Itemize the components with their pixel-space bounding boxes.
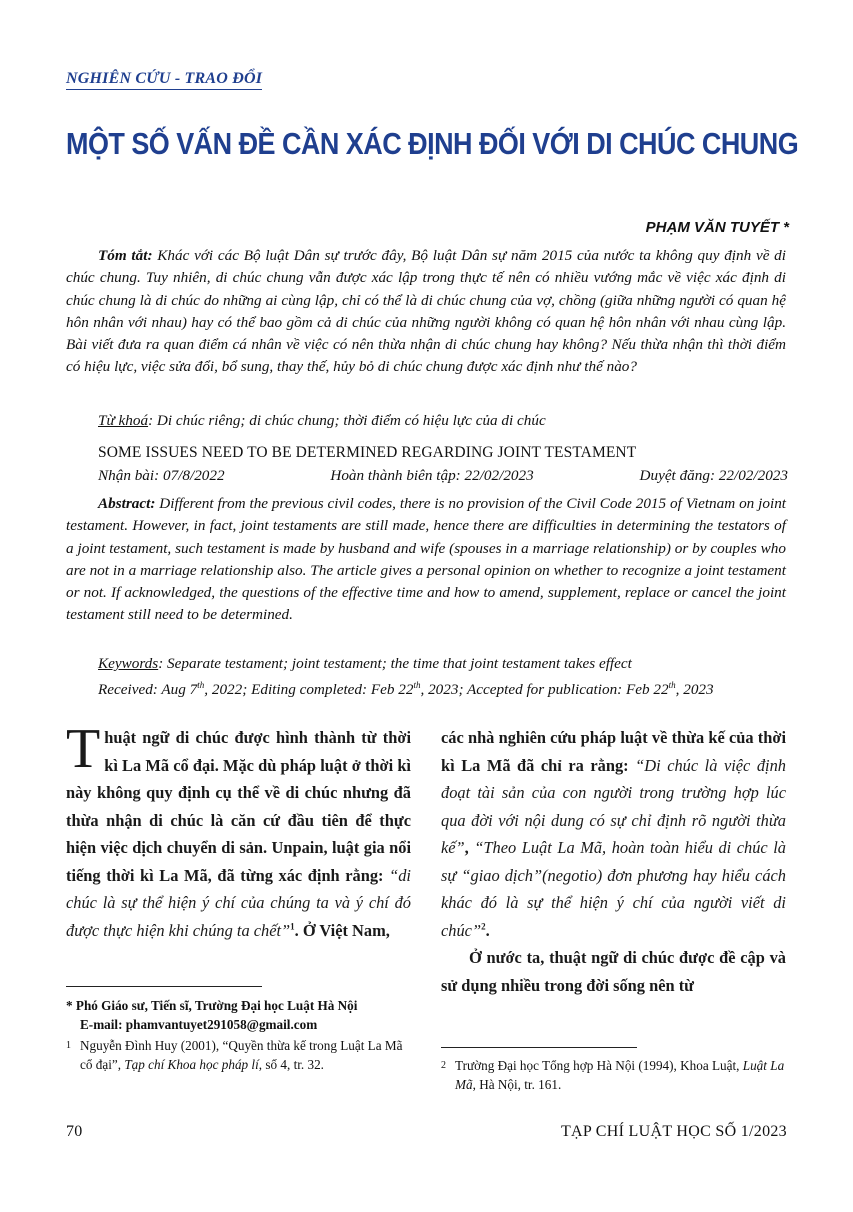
abstract-label-en: Abstract: [98,495,156,512]
sup-th: th [413,679,421,690]
footnote-1 [66,1036,411,1074]
accepted-en: , 2023; Accepted for publication: Feb 22 [420,681,669,698]
footnote-journal: Tạp chí Khoa học pháp lí [124,1057,259,1072]
footnote-divider-left [66,986,262,987]
body-text: huật ngữ di chúc được hình thành từ thời kì La Mã cổ đại. Mặc dù pháp luật ở thời kì này không quy định cụ thể về di chúc nhưng đã thừa nhận di chúc là căn cứ đầu tiên để thực hiện việc dịch chuyển di sản. Unpain, luật gia nổi tiếng thời kì La Mã, đã từng xác định rằng: [66,728,411,885]
edited-en: , 2022; Editing completed: Feb 22 [204,681,414,698]
keywords-text-en: : Separate testament; joint testament; the time that joint testament takes effect [158,655,632,672]
body-paragraph: Ở nước ta, thuật ngữ di chúc được đề cập và sử dụng nhiều trong đời sống nên từ [441,948,786,995]
english-title: SOME ISSUES NEED TO BE DETERMINED REGARDING JOINT TESTAMENT [98,444,637,461]
keywords-en [98,655,632,673]
footnote-citation: Trường Đại học Tổng hợp Hà Nội (1994), Khoa Luật, [455,1058,743,1073]
footnote-citation: , số 4, tr. 32. [258,1057,324,1072]
sup-th: th [668,679,676,690]
footnote-book: Luật La Mã [455,1058,785,1092]
page-number: 70 [66,1123,83,1140]
body-text: . Ở Việt Nam, [294,920,390,940]
body-left-column [66,718,411,944]
abstract-text-vi: Khác với các Bộ luật Dân sự trước đây, Bộ luật Dân sự năm 2015 của nước ta không quy định về di chúc chung. Tuy nhiên, di chúc chung vẫn được xác lập trong thực tế nên có nhiều vướng mắc về việc xác định di chúc chung là di chúc do những ai cùng lập, chỉ có thể là di chúc chung của vợ, chồng (giữa những người có quan hệ hôn nhân với nhau) hay có thể bao gồm cả di chúc của những người không có quan hệ hôn nhân với nhau cùng lập. Bài viết đưa ra quan điểm cá nhân về việc có nên thừa nhận di chúc chung hay không? Nếu thừa nhận thì thời điểm có hiệu lực, việc sửa đổi, bổ sung, thay thế, hủy bỏ di chúc chung được xác định như thế nào? [66,247,786,376]
year-en: , 2023 [675,681,714,698]
sup-th: th [197,679,205,690]
body-paragraph [441,724,786,944]
author-email: E-mail: phamvantuyet291058@gmail.com [80,1017,318,1032]
footnote-number: 2 [441,1060,446,1071]
body-quote: “Di chúc là việc định đoạt tài sản của con người trong trường hợp lúc qua đời với nội dung có sự chỉ định rõ người thừa kế” [441,755,786,857]
english-abstract [66,493,786,627]
footnote-divider-right [441,1047,637,1048]
footnote-text [455,1056,786,1094]
footnote-number: 1 [66,1040,71,1051]
footnote-text [80,1036,411,1074]
journal-name: TẠP CHÍ LUẬT HỌC SỐ 1/2023 [560,1123,787,1140]
footnote-citation: , Hà Nội, tr. 161. [472,1077,562,1092]
submission-dates-vi [98,467,788,485]
received-date-vi: Nhận bài: 07/8/2022 [98,467,225,484]
author-note [66,996,411,1034]
article-title: MỘT SỐ VẤN ĐỀ CẦN XÁC ĐỊNH ĐỐI VỚI DI CHÚC CHUNG [66,126,799,161]
body-text: các nhà nghiên cứu pháp luật về thừa kế của thời kì La Mã đã chỉ ra rằng: [441,728,786,775]
body-quote: “di chúc là sự thể hiện ý chí của chúng ta và ý chí đó được thực hiện khi chúng ta chết” [66,865,411,940]
dates-en [98,681,714,699]
vietnamese-abstract [66,245,786,379]
author-affiliation: * Phó Giáo sư, Tiến sĩ, Trường Đại học Luật Hà Nội [66,998,358,1013]
footnote-citation: Nguyễn Đình Huy (2001), “Quyền thừa kế trong Luật La Mã cổ đại”, [80,1038,403,1072]
footnote-ref-2[interactable]: 2 [481,921,486,932]
body-text: . [485,920,490,940]
keywords-label-vi: Từ khoá [98,412,149,429]
drop-cap: T [66,718,101,780]
abstract-label-vi: Tóm tắt: [98,247,153,264]
keywords-label-en: Keywords [98,655,159,672]
footnote-ref-1[interactable]: 1 [290,921,295,932]
section-label: NGHIÊN CỨU - TRAO ĐỔI [66,70,262,90]
author-name: PHẠM VĂN TUYẾT * [645,219,789,236]
edited-date-vi: Hoàn thành biên tập: 22/02/2023 [330,467,534,484]
keywords-vi [98,412,546,430]
body-right-column [441,724,786,999]
keywords-text-vi: : Di chúc riêng; di chúc chung; thời điểm có hiệu lực của di chúc [148,412,546,429]
body-quote: “Theo Luật La Mã, hoàn toàn hiểu di chúc là sự “giao dịch”(negotio) đơn phương hay hiểu cách khác đó là sự thể hiện ý chí của người viết di chúc” [441,838,786,940]
footnote-2 [441,1056,786,1094]
abstract-text-en: Different from the previous civil codes, there is no provision of the Civil Code 2015 of Vietnam on joint testament. However, in fact, joint testaments are still made, hence there are difficulties in determining the testators of a joint testament, such testament is made by husband and wife (spouses in a marriage relationship) or by couples who are not in a marriage relationship also. The article gives a personal opinion on whether to recognize a joint testament or not. If acknowledged, the questions of the effective time and how to amend, supplement, replace or cancel the joint testament still need to be determined. [66,495,787,624]
received-en: Received: Aug 7 [98,681,198,698]
accepted-date-vi: Duyệt đăng: 22/02/2023 [639,467,788,484]
body-text: , [464,838,475,857]
